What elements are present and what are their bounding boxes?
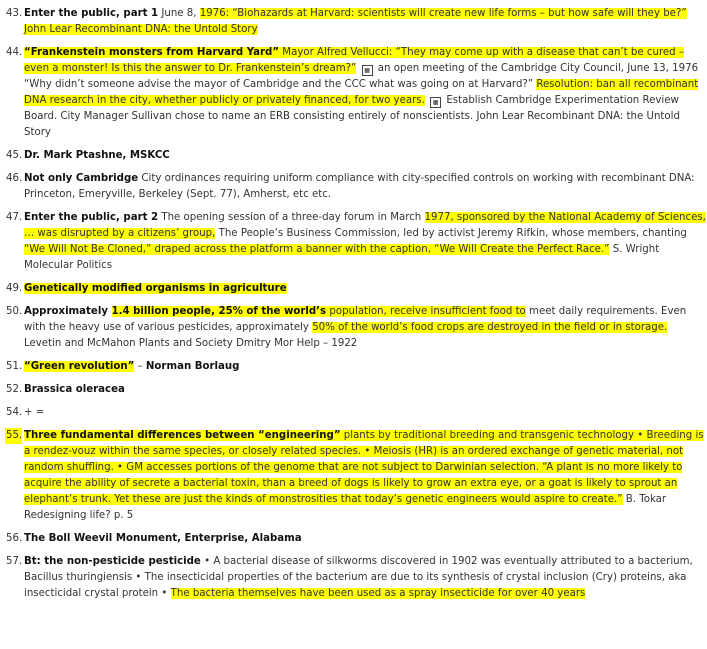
item-number: 45. [6,150,23,161]
text-run: + = [24,407,45,418]
text-run: “Green revolution” [24,361,135,372]
list-item [0,304,707,352]
text-run: Establish Cambridge Experimentation Review Board. City Manager Sullivan chose to name an ERB consisting entirely of nonscientists. John Lear Recombinant DNA: the Untold Story [24,95,680,138]
list-item [0,531,707,547]
text-run: Approximately [24,306,112,317]
text-run: Enter the public, part 1 [24,8,159,19]
item-number: 51. [6,361,23,372]
text-run: Levetin and McMahon Plants and Society Dmitry Mor Help – 1922 [24,338,358,349]
text-run: – [134,361,146,372]
list-item [0,405,707,421]
text-run: Three fundamental differences between “engineering” [24,430,341,441]
item-number: 44. [6,47,23,58]
slide-notes-list [0,6,707,602]
list-item [0,148,707,164]
list-item [0,554,707,602]
text-run: The People’s Business Commission, led by activist Jeremy Rifkin, whose members, chanting [215,228,687,239]
text-run: City ordinances requiring uniform compliance with city-specified controls on working with recombinant DNA: Princeton, Emeryville, Berkeley (Sept. 77), Amherst, etc etc. [24,173,695,200]
text-run: • A bacterial disease of silkworms discovered in 1902 was eventually attributed to a bacterium, Bacillus thuringiensis • The insecticidal properties of the bacterium are due to its synthesis of crystal inclusion (Cry) proteins, aka insecticidal crystal protein • [24,556,693,599]
text-run: B. Tokar Redesigning life? p. 5 [24,494,667,521]
embedded-object-icon: ▦ [362,65,373,76]
text-run: 1977, sponsored by the National Academy of Sciences, … was disrupted by a citizens’ group, [24,212,706,239]
text-run: June 8, [158,8,200,19]
list-item [0,210,707,274]
text-run: S. Wright Molecular Politics [24,244,660,271]
text-run [425,95,428,106]
embedded-object-icon: ▦ [430,97,441,108]
item-number: 52. [6,384,23,395]
text-run: 1976: “Biohazards at Harvard: scientists will create new life forms – but how safe will they be?” John Lear Recombinant DNA: the Untold Story [24,8,687,35]
item-number: 55. [5,428,22,444]
item-number: 47. [6,212,23,223]
text-run [356,63,359,74]
item-number: 46. [6,173,23,184]
list-item [0,171,707,203]
text-run: an open meeting of the Cambridge City Council, June 13, 1976 “Why didn’t someone advise the mayor of Cambridge and the CCC what was going on at Harvard?” [24,63,699,90]
text-run: meet daily requirements. Even with the heavy use of various pesticides, approximately [24,306,687,333]
list-item [0,359,707,375]
text-run: 1.4 billion people, 25% of the world’s [111,306,327,317]
text-run: “Frankenstein monsters from Harvard Yard” [24,47,280,58]
list-item [0,382,707,398]
list-item [0,281,707,297]
text-run: Bt: the non-pesticide pesticide [24,556,201,567]
item-number: 49. [6,283,23,294]
text-run: Mayor Alfred Vellucci: “They may come up with a disease that can’t be cured – even a monster! Is this the answer to Dr. Frankenstein’s dream?” [24,47,684,74]
text-run: Genetically modified organisms in agriculture [24,283,287,294]
text-run: Brassica oleracea [24,384,125,395]
text-run: Dr. Mark Ptashne, MSKCC [24,150,170,161]
text-run: population, receive insufficient food to [326,306,526,317]
text-run: Resolution: ban all recombinant DNA research in the city, whether publicly or privately financed, for two years. [24,79,699,106]
text-run: Norman Borlaug [145,361,240,372]
item-number: 50. [6,306,23,317]
text-run: “We Will Not Be Cloned,” draped across the platform a banner with the caption, “We Will Create the Perfect Race.” [24,244,610,255]
text-run: Not only Cambridge [24,173,139,184]
text-run: The opening session of a three-day forum in March [158,212,425,223]
item-number: 43. [6,8,23,19]
text-run: The Boll Weevil Monument, Enterprise, Alabama [24,533,302,544]
item-number: 56. [6,533,23,544]
item-number: 54. [6,407,23,418]
text-run: The bacteria themselves have been used as a spray insecticide for over 40 years [170,588,586,599]
text-run: Enter the public, part 2 [24,212,159,223]
list-item [0,428,707,524]
text-run: 50% of the world’s food crops are destroyed in the field or in storage. [312,322,668,333]
list-item [0,45,707,141]
item-number: 57. [6,556,23,567]
list-item [0,6,707,38]
text-run: plants by traditional breeding and transgenic technology • Breeding is a rendez-vouz within the same species, or closely related species. • Meiosis (HR) is an ordered exchange of genetic material, not random shuffling. • GM accesses portions of the genome that are not subject to Darwinian selection. “A plant is no more likely to acquire the ability of secrete a bacterial toxin, than a breed of dogs is likely to grow an extra eye, or a goat is likely to sprout an elephant’s trunk. Yet these are just the kinds of monstrosities that today’s genetic engineers would aspire to create.” [24,430,704,505]
